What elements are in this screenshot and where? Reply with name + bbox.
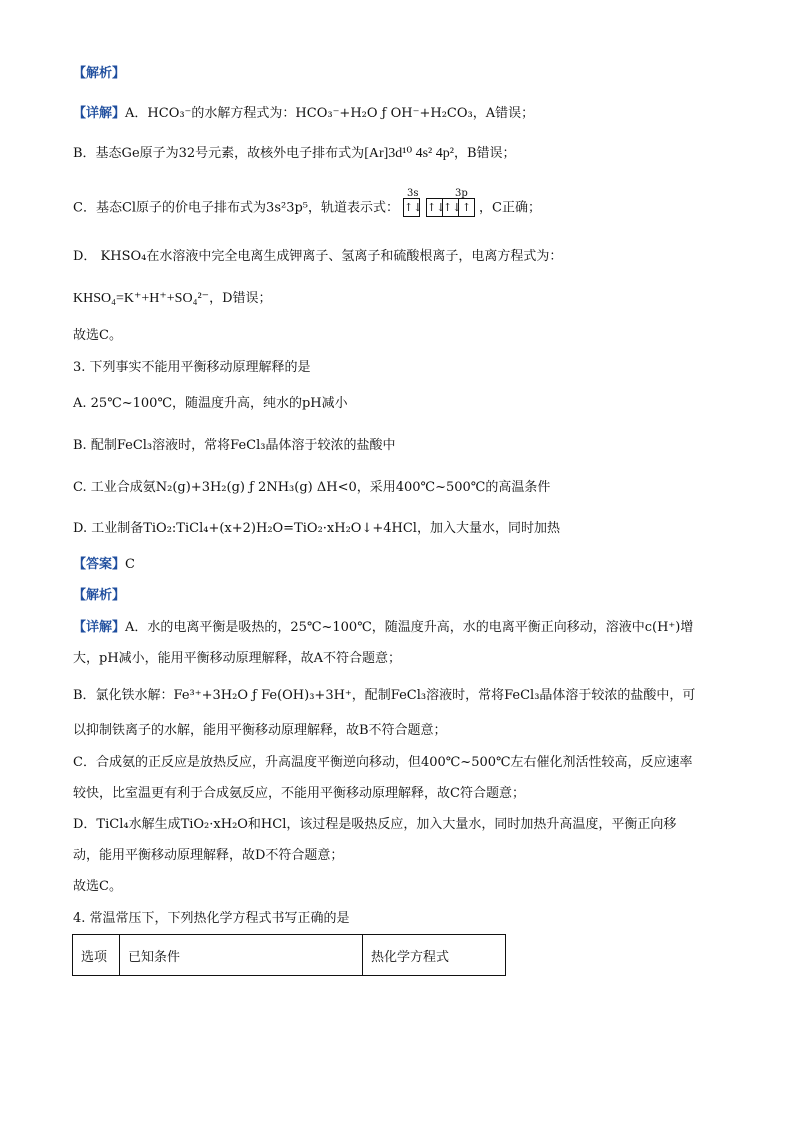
q4-table: [72, 934, 506, 976]
q2-explanation-b: B．基态Ge原子为32号元素，故核外电子排布式为[Ar]3d¹⁰ 4s² 4p²，B错误；: [73, 146, 516, 161]
orbital-3p-box: ↑↓: [443, 198, 459, 217]
q3-conclusion: 故选C。: [73, 879, 122, 894]
table-header-equation: 热化学方程式: [363, 935, 506, 976]
table-header-option: 选项: [73, 935, 120, 976]
q3-option-c: C. 工业合成氨N₂(g)+3H₂(g) ƒ 2NH₃(g) ΔH<0，采用400℃~500℃的高温条件: [73, 480, 551, 495]
table-header-condition: 已知条件: [120, 935, 363, 976]
q3-explanation-c-cont: 较快，比室温更有利于合成氨反应，不能用平衡移动原理解释，故C符合题意；: [73, 786, 525, 801]
q3-option-d: D. 工业制备TiO₂:TiCl₄+(x+2)H₂O=TiO₂·xH₂O↓+4HCl，加入大量水，同时加热: [73, 521, 560, 536]
q2-analysis-tag: 【解析】: [73, 66, 126, 81]
q3-explanation-d-cont: 动，能用平衡移动原理解释，故D不符合题意；: [73, 848, 344, 863]
q3-explanation-d: D．TiCl₄水解生成TiO₂·xH₂O和HCl，该过程是吸热反应，加入大量水，同时加热升高温度，平衡正向移: [73, 817, 677, 832]
q2-explanation-d: D． KHSO₄在水溶液中完全电离生成钾离子、氢离子和硫酸根离子，电离方程式为：: [73, 249, 563, 264]
q3-explanation-b-cont: 以抑制铁离子的水解，能用平衡移动原理解释，故B不符合题意；: [73, 723, 447, 738]
q3-option-a: A. 25℃~100℃，随温度升高，纯水的pH减小: [73, 396, 348, 411]
orbital-3p-box: ↑↓: [426, 198, 443, 217]
q3-explanation-c: C．合成氨的正反应是放热反应，升高温度平衡逆向移动，但400℃~500℃左右催化剂活性较高，反应速率: [73, 755, 693, 770]
electron-config-formula: [Ar]3d¹⁰ 4s² 4p²: [364, 146, 454, 161]
q3-explanation-b: B．氯化铁水解：Fe³⁺+3H₂O ƒ Fe(OH)₃+3H⁺，配制FeCl₃溶液时，常将FeCl₃晶体溶于较浓的盐酸中，可: [73, 688, 696, 703]
q3-explanation-a: 【详解】A．水的电离平衡是吸热的，25℃~100℃，随温度升高，水的电离平衡正向移动，溶液中c(H⁺)增: [73, 620, 694, 635]
q3-option-b: B. 配制FeCl₃溶液时，常将FeCl₃晶体溶于较浓的盐酸中: [73, 438, 396, 453]
q2-explanation-c: C．基态Cl原子的价电子排布式为3s²3p⁵，轨道表示式： 3s 3p ↑↓ ↑↓↑↓↑ ，C正确；: [73, 198, 754, 219]
q3-analysis-tag: 【解析】: [73, 588, 126, 603]
orbital-3s-box: ↑↓: [403, 198, 420, 217]
q4-stem: 4. 常温常压下，下列热化学方程式书写正确的是: [73, 911, 350, 926]
q3-answer: 【答案】C: [73, 557, 135, 572]
table-row: [73, 935, 506, 976]
q2-conclusion: 故选C。: [73, 328, 122, 343]
q2-explanation-d-equation: KHSO₄=K⁺+H⁺+SO₄²⁻，D错误；: [73, 291, 272, 306]
orbital-3p-box: ↑: [459, 198, 475, 217]
q3-explanation-a-cont: 大，pH减小，能用平衡移动原理解释，故A不符合题意；: [73, 651, 402, 666]
orbital-diagram: 3s 3p ↑↓ ↑↓↑↓↑: [403, 198, 475, 218]
q2-explanation-a: 【详解】A．HCO₃⁻的水解方程式为：HCO₃⁻+H₂O ƒ OH⁻+H₂CO₃，A错误；: [73, 106, 535, 121]
q3-stem: 3. 下列事实不能用平衡移动原理解释的是: [73, 360, 311, 375]
